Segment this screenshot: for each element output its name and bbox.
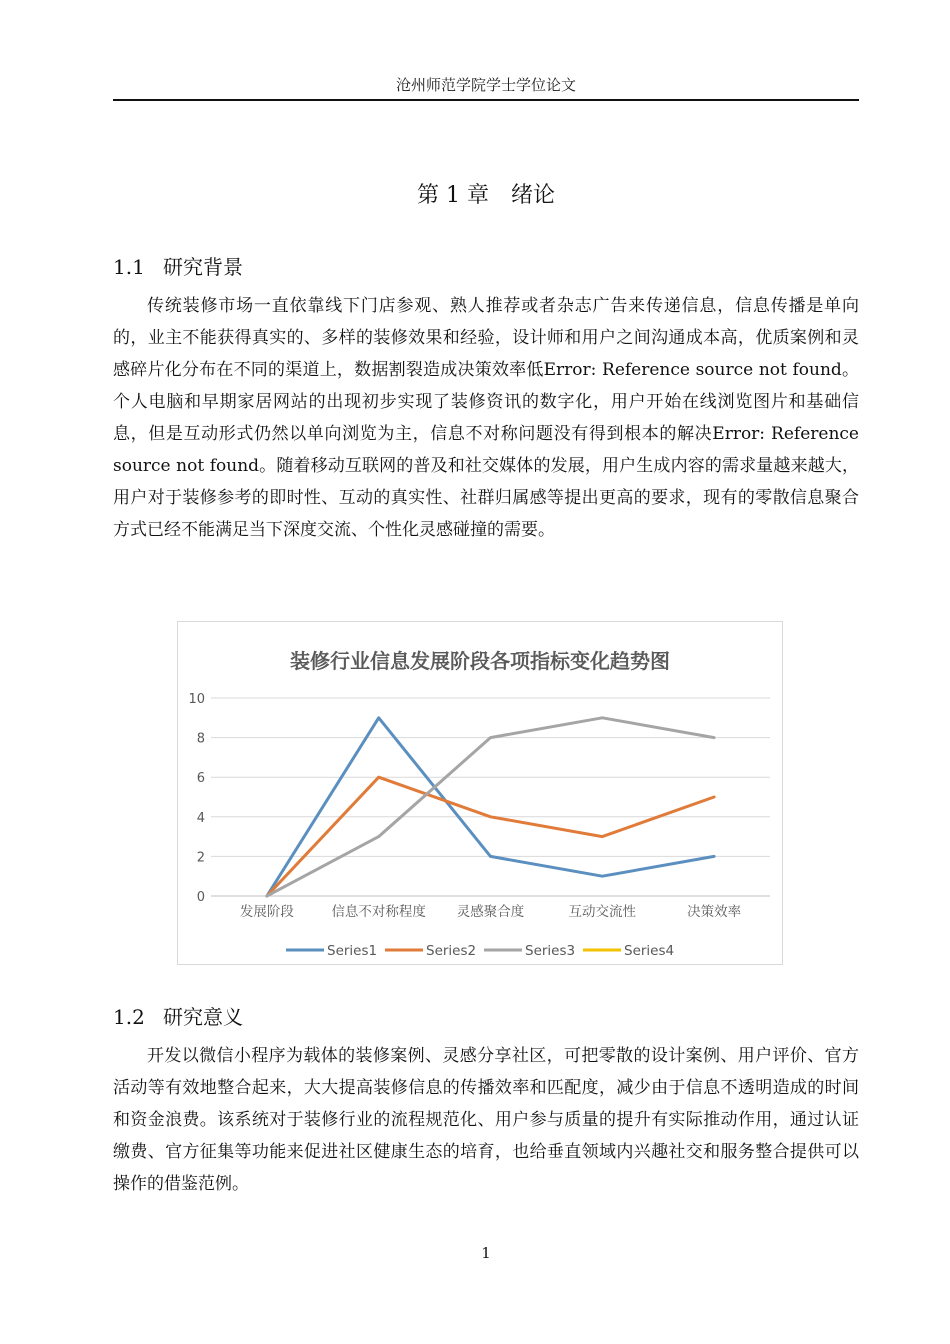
x-tick-label: 灵感聚合度 <box>456 904 525 920</box>
section-heading-significance <box>113 1001 243 1030</box>
legend-label-series4: Series4 <box>624 943 675 959</box>
data-point-series1 <box>713 855 715 857</box>
y-tick-label: 4 <box>196 810 205 826</box>
data-point-series3 <box>713 736 715 738</box>
data-point-series2 <box>489 816 491 818</box>
series-line-series1 <box>267 718 714 896</box>
trend-chart <box>177 621 783 965</box>
section-title: 研究背景 <box>163 255 243 279</box>
y-tick-label: 0 <box>196 890 205 905</box>
section-heading-background <box>113 251 243 280</box>
data-point-series1 <box>601 875 603 877</box>
x-tick-label: 信息不对称程度 <box>331 904 426 920</box>
body-paragraph-significance: 开发以微信小程序为载体的装修案例、灵感分享社区，可把零散的设计案例、用户评价、官方活动等有效地整合起来，大大提高装修信息的传播效率和匹配度，减少由于信息不透明造成的时间和资金浪费。该系统对于装修行业的流程规范化、用户参与质量的提升有实际推动作用，通过认证缴费、官方征集等功能来促进社区健康生态的培育，也给垂直领域内兴趣社交和服务整合提供可以操作的借鉴范例。 <box>113 1046 859 1194</box>
running-header: 沧州师范学院学士学位论文 <box>395 76 576 94</box>
section-number: 1.1 <box>113 255 145 279</box>
y-tick-label: 2 <box>196 850 205 866</box>
data-point-series2 <box>713 796 715 798</box>
y-tick-label: 6 <box>196 771 205 787</box>
x-tick-label: 发展阶段 <box>239 904 294 920</box>
chart-title: 装修行业信息发展阶段各项指标变化趋势图 <box>290 649 670 673</box>
data-point-series3 <box>489 736 491 738</box>
data-point-series2 <box>378 776 380 778</box>
legend-label-series3: Series3 <box>525 943 576 959</box>
data-point-series3 <box>378 835 380 837</box>
section-title: 研究意义 <box>163 1005 243 1029</box>
legend-label-series2: Series2 <box>426 943 477 959</box>
data-point-series3 <box>601 717 603 719</box>
data-point-series3 <box>266 895 268 897</box>
chapter-title: 第 1 章 绪论 <box>417 183 555 208</box>
y-tick-label: 10 <box>188 692 205 707</box>
body-paragraph-background: 传统装修市场一直依靠线下门店参观、熟人推荐或者杂志广告来传递信息，信息传播是单向的，业主不能获得真实的、多样的装修效果和经验，设计师和用户之间沟通成本高，优质案例和灵感碎片化分布在不同的渠道上，数据割裂造成决策效率低Error: Reference source not found。个人电脑和早期家居网站的出现初步实现了装修资讯的数字化，用户开始在线浏览图片和基础信息，但是互动形式仍然以单向浏览为主，信息不对称问题没有得到根本的解决Error: Reference source not found。随着移动互联网的普及和社交媒体的发展，用户生成内容的需求量越来越大，用户对于装修参考的即时性、互动的真实性、社群归属感等提出更高的要求，现有的零散信息聚合方式已经不能满足当下深度交流、个性化灵感碰撞的需要。 <box>113 296 859 540</box>
legend-label-series1: Series1 <box>327 943 378 959</box>
page-number: 1 <box>481 1244 491 1262</box>
x-tick-label: 互动交流性 <box>568 904 637 920</box>
data-point-series2 <box>601 835 603 837</box>
section-number: 1.2 <box>113 1005 145 1029</box>
y-tick-label: 8 <box>196 731 205 747</box>
data-point-series1 <box>489 855 491 857</box>
series-line-series2 <box>267 777 714 896</box>
line-chart-svg <box>178 622 782 964</box>
header-rule <box>113 99 859 101</box>
data-point-series1 <box>378 717 380 719</box>
x-tick-label: 决策效率 <box>687 904 742 920</box>
